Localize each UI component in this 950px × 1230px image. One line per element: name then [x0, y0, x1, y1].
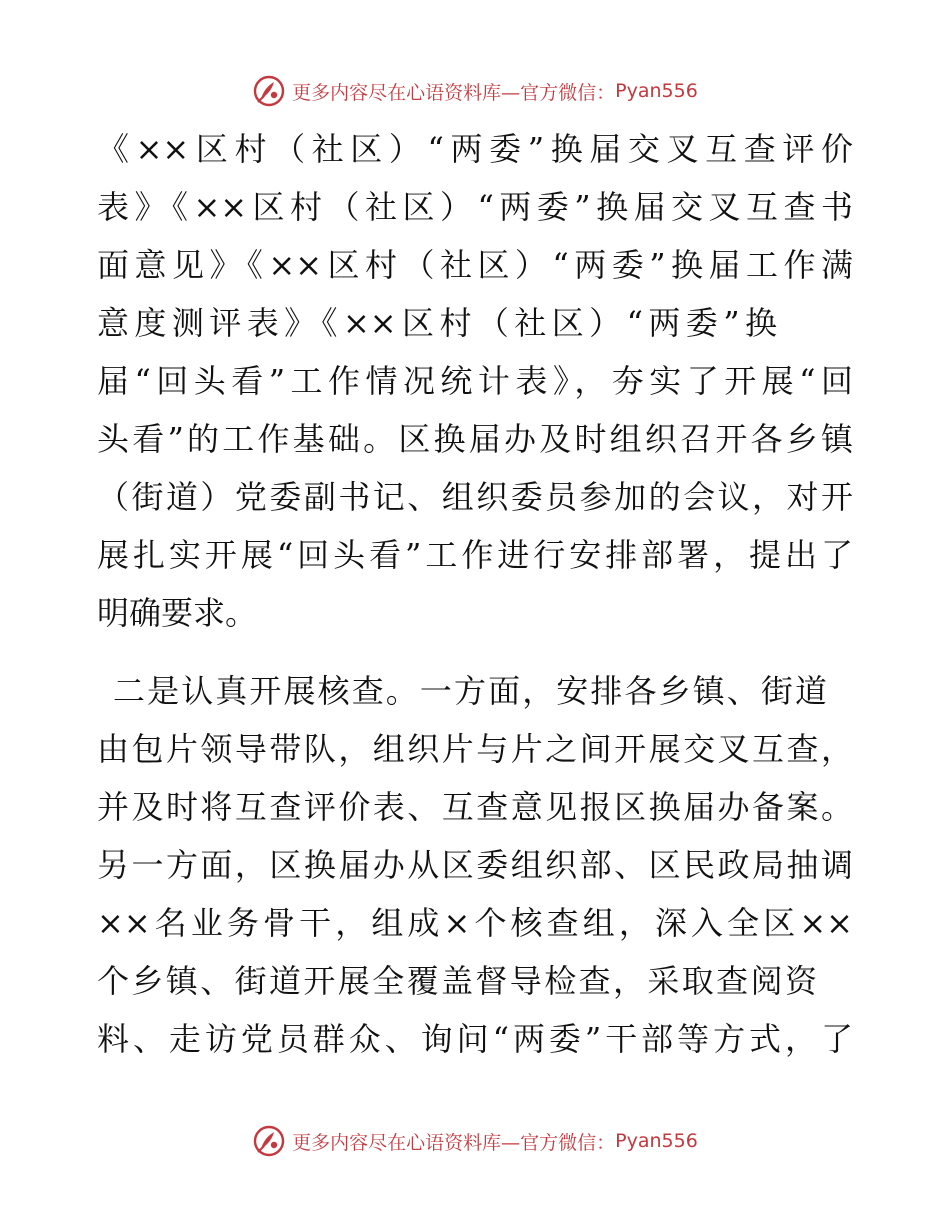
footer-watermark-banner: [0, 1121, 950, 1161]
paragraph-1: [97, 120, 853, 642]
banner-wechat-id: Pyan556: [615, 80, 698, 102]
text-line: 并及时将互查评价表、互查意见报区换届办备案。: [97, 788, 853, 826]
text-line: 料、走访党员群众、询问“两委”干部等方式，了: [97, 1020, 853, 1058]
text-line: 《××区村（社区）“两委”换届交叉互查评价: [97, 130, 853, 168]
text-line: 表》《××区村（社区）“两委”换届交叉互查书: [97, 188, 853, 226]
text-line: 另一方面，区换届办从区委组织部、区民政局抽调: [97, 846, 853, 884]
text-line: 展扎实开展“回头看”工作进行安排部署，提出了: [97, 536, 853, 574]
text-line: 面意见》《××区村（社区）“两委”换届工作满: [97, 246, 853, 284]
brand-logo-icon: [252, 1124, 286, 1158]
banner-text: 更多内容尽在心语资料库—官方微信：: [292, 81, 616, 104]
banner-wechat-id: Pyan556: [615, 1130, 698, 1152]
document-body: [97, 120, 853, 1068]
text-line: 届“回头看”工作情况统计表》，夯实了开展“回: [97, 362, 853, 400]
text-line: （街道）党委副书记、组织委员参加的会议，对开: [97, 478, 853, 516]
banner-text: 更多内容尽在心语资料库—官方微信：: [292, 1131, 616, 1154]
brand-logo-icon: [252, 74, 286, 108]
header-watermark-banner: [0, 71, 950, 111]
paragraph-2: [97, 662, 853, 1068]
text-line: 由包片领导带队，组织片与片之间开展交叉互查，: [97, 730, 853, 768]
text-line: ××名业务骨干，组成×个核查组，深入全区××: [97, 904, 853, 942]
text-line: 明确要求。: [97, 594, 258, 632]
text-line: 头看”的工作基础。区换届办及时组织召开各乡镇: [97, 420, 853, 458]
text-line: 个乡镇、街道开展全覆盖督导检查，采取查阅资: [97, 962, 817, 1000]
text-line: 意度测评表》《××区村（社区）“两委”换: [97, 304, 777, 342]
text-line: 二是认真开展核查。一方面，安排各乡镇、街道: [113, 672, 827, 710]
